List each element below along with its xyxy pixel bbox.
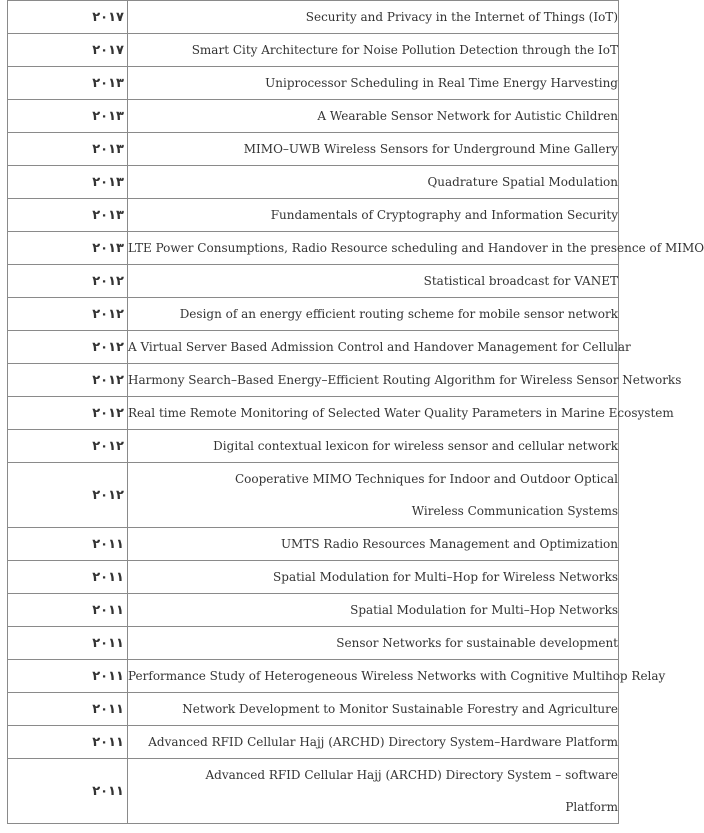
title-line: Wireless Communication Systems <box>411 504 618 518</box>
title-cell <box>128 627 619 660</box>
table-row <box>8 166 619 199</box>
table-row <box>8 67 619 100</box>
title-cell <box>128 331 631 364</box>
year-value: ۲۰۱۲ <box>92 273 124 289</box>
table-row <box>8 133 619 166</box>
year-value: ۲۰۱۳ <box>92 207 124 223</box>
title-cell <box>128 693 619 726</box>
table-row <box>8 298 619 331</box>
title-cell <box>128 166 619 199</box>
table-row <box>8 463 619 528</box>
year-value: ۲۰۱۳ <box>92 141 124 157</box>
title-line: A Wearable Sensor Network for Autistic Children <box>317 109 618 123</box>
title-line: Spatial Modulation for Multi–Hop for Wireless Networks <box>273 570 618 584</box>
table-row <box>8 100 619 133</box>
title-line: Statistical broadcast for VANET <box>423 274 618 288</box>
year-cell <box>8 528 128 561</box>
year-value: ۲۰۱۲ <box>92 487 124 503</box>
year-cell <box>8 660 128 693</box>
title-line: Advanced RFID Cellular Hajj (ARCHD) Directory System–Hardware Platform <box>148 735 618 749</box>
title-line: Performance Study of Heterogeneous Wireless Networks with Cognitive Multihop Relay <box>128 669 666 683</box>
title-cell <box>128 397 674 430</box>
year-value: ۲۰۱۲ <box>92 372 124 388</box>
table-row <box>8 1 619 34</box>
title-line: A Virtual Server Based Admission Control and Handover Management for Cellular <box>128 340 631 354</box>
year-cell <box>8 133 128 166</box>
title-cell <box>128 133 619 166</box>
publications-table-body <box>8 1 704 824</box>
title-line: Real time Remote Monitoring of Selected Water Quality Parameters in Marine Ecosystem <box>128 406 674 420</box>
year-cell <box>8 298 128 331</box>
year-cell <box>8 726 128 759</box>
year-cell <box>8 364 128 397</box>
title-line: Platform <box>565 800 618 814</box>
year-cell <box>8 34 128 67</box>
title-line: Quadrature Spatial Modulation <box>427 175 618 189</box>
title-cell <box>128 726 619 759</box>
table-row <box>8 693 619 726</box>
title-cell <box>128 759 619 824</box>
year-value: ۲۰۱۷ <box>92 42 124 58</box>
year-cell <box>8 759 128 824</box>
year-cell <box>8 265 128 298</box>
title-cell <box>128 594 619 627</box>
title-cell <box>128 561 619 594</box>
year-cell <box>8 561 128 594</box>
year-value: ۲۰۱۱ <box>92 602 124 618</box>
year-cell <box>8 166 128 199</box>
table-row <box>8 397 619 430</box>
title-cell <box>128 1 619 34</box>
year-cell <box>8 463 128 528</box>
title-line: Fundamentals of Cryptography and Information Security <box>270 208 618 222</box>
table-row <box>8 34 619 67</box>
title-cell <box>128 100 619 133</box>
title-line: Cooperative MIMO Techniques for Indoor and Outdoor Optical <box>234 472 618 486</box>
year-value: ۲۰۱۳ <box>92 108 124 124</box>
year-cell <box>8 232 128 265</box>
title-line: Sensor Networks for sustainable development <box>336 636 618 650</box>
year-cell <box>8 693 128 726</box>
title-line: Advanced RFID Cellular Hajj (ARCHD) Directory System – software <box>205 768 618 782</box>
year-value: ۲۰۱۱ <box>92 701 124 717</box>
title-cell <box>128 199 619 232</box>
title-line: Design of an energy efficient routing scheme for mobile sensor network <box>179 307 618 321</box>
year-value: ۲۰۱۳ <box>92 75 124 91</box>
table-row <box>8 364 619 397</box>
title-cell <box>128 463 619 528</box>
title-line: Network Development to Monitor Sustainable Forestry and Agriculture <box>182 702 618 716</box>
year-cell <box>8 100 128 133</box>
year-value: ۲۰۱۲ <box>92 306 124 322</box>
year-value: ۲۰۱۷ <box>92 9 124 25</box>
title-cell <box>128 232 704 265</box>
year-cell <box>8 67 128 100</box>
title-cell <box>128 430 619 463</box>
table-row <box>8 594 619 627</box>
title-line: UMTS Radio Resources Management and Optimization <box>280 537 618 551</box>
title-line: Harmony Search–Based Energy–Efficient Routing Algorithm for Wireless Sensor Networks <box>128 373 682 387</box>
year-value: ۲۰۱۱ <box>92 635 124 651</box>
table-row <box>8 430 619 463</box>
year-cell <box>8 594 128 627</box>
title-line: Digital contextual lexicon for wireless sensor and cellular network <box>213 439 618 453</box>
year-value: ۲۰۱۳ <box>92 174 124 190</box>
table-row <box>8 627 619 660</box>
table-row <box>8 265 619 298</box>
table-row <box>8 759 619 824</box>
table-row <box>8 232 619 265</box>
title-cell <box>128 364 682 397</box>
year-cell <box>8 331 128 364</box>
title-line: Security and Privacy in the Internet of Things (IoT) <box>305 10 618 24</box>
year-value: ۲۰۱۱ <box>92 668 124 684</box>
title-line: LTE Power Consumptions, Radio Resource scheduling and Handover in the presence of MIMO <box>128 241 704 255</box>
year-value: ۲۰۱۲ <box>92 438 124 454</box>
year-cell <box>8 430 128 463</box>
title-cell <box>128 660 666 693</box>
year-cell <box>8 627 128 660</box>
title-line: Smart City Architecture for Noise Pollution Detection through the IoT <box>191 43 618 57</box>
table-row <box>8 660 619 693</box>
year-value: ۲۰۱۲ <box>92 405 124 421</box>
title-cell <box>128 67 619 100</box>
title-cell <box>128 265 619 298</box>
title-cell <box>128 34 619 67</box>
year-cell <box>8 1 128 34</box>
title-line: Uniprocessor Scheduling in Real Time Energy Harvesting <box>265 76 618 90</box>
year-cell <box>8 397 128 430</box>
year-value: ۲۰۱۳ <box>92 240 124 256</box>
table-row <box>8 726 619 759</box>
year-cell <box>8 199 128 232</box>
year-value: ۲۰۱۲ <box>92 339 124 355</box>
table-row <box>8 331 619 364</box>
table-row <box>8 528 619 561</box>
title-cell <box>128 298 619 331</box>
title-line: Spatial Modulation for Multi–Hop Networks <box>350 603 618 617</box>
year-value: ۲۰۱۱ <box>92 783 124 799</box>
year-value: ۲۰۱۱ <box>92 734 124 750</box>
table-row <box>8 561 619 594</box>
title-cell <box>128 528 619 561</box>
publications-table <box>7 0 704 824</box>
title-line: MIMO–UWB Wireless Sensors for Underground Mine Gallery <box>243 142 618 156</box>
year-value: ۲۰۱۱ <box>92 569 124 585</box>
year-value: ۲۰۱۱ <box>92 536 124 552</box>
table-row <box>8 199 619 232</box>
